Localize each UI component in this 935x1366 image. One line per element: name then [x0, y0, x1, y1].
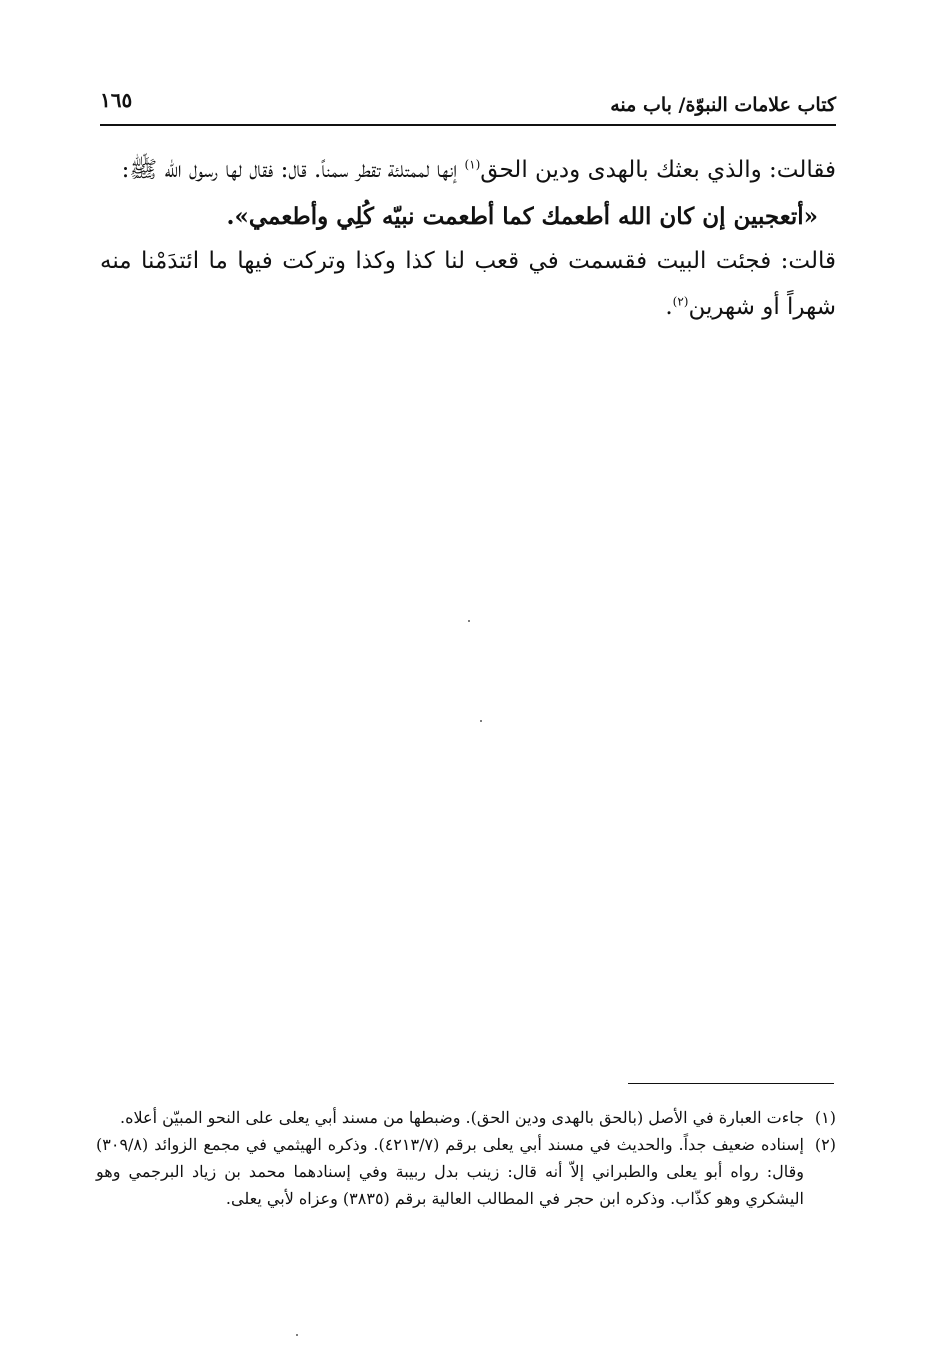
footnote-ref-2[interactable]: (٢)	[672, 293, 689, 308]
footnote-text: إسناده ضعيف جداً. والحديث في مسند أبي يعلى برقم (٤٢١٣/٧). وذكره الهيثمي في مجمع الزوائد (٣٠٩/٨) وقال: رواه أبو يعلى والطبراني إلاّ أنه قال: زينب بدل ربيبة وفي إسنادهما محمد بن زياد البرجمي وهو اليشكري وهو كذّاب. وذكره ابن حجر في المطالب العالية برقم (٣٨٣٥) وعزاه لأبي يعلى.	[96, 1135, 804, 1208]
running-title: كتاب علامات النبوّة/ باب منه	[610, 94, 836, 116]
scan-speck	[480, 720, 482, 722]
footnote-number: (٢)	[814, 1135, 836, 1154]
scan-speck	[296, 1334, 298, 1336]
footnote-text: جاءت العبارة في الأصل (بالحق بالهدى ودين الحق). وضبطها من مسند أبي يعلى على النحو المبيّن أعلاه.	[120, 1108, 804, 1127]
scan-speck	[468, 620, 470, 622]
main-text	[100, 148, 836, 330]
footnote-separator	[628, 1083, 834, 1084]
footnote-1	[96, 1104, 836, 1131]
paragraph-3: قالت: فجئت البيت فقسمت في قعب لنا كذا وكذا وتركت فيها ما ائتدَمْنا منه شهراً أو شهرين$^{(٢)}$.	[100, 248, 836, 320]
footnotes	[96, 1104, 836, 1212]
page-header	[100, 88, 836, 120]
footnote-number: (١)	[814, 1108, 836, 1127]
hadith-quote: «أتعجبين إن كان الله أطعمك كما أطعمت نبيّه كُلِي وأطعمي».	[226, 202, 818, 230]
footnote-ref-1[interactable]: (١)	[464, 157, 481, 172]
paragraph-1: فقالت: والذي بعثك بالهدى ودين الحق$^{(١)}$ إنها لممتلئة تقطر سمناً. قال: فقال لها رسول الله ﷺ:	[121, 157, 836, 183]
footnote-2	[96, 1131, 836, 1212]
header-rule	[100, 124, 836, 126]
page-number: ١٦٥	[100, 88, 133, 112]
